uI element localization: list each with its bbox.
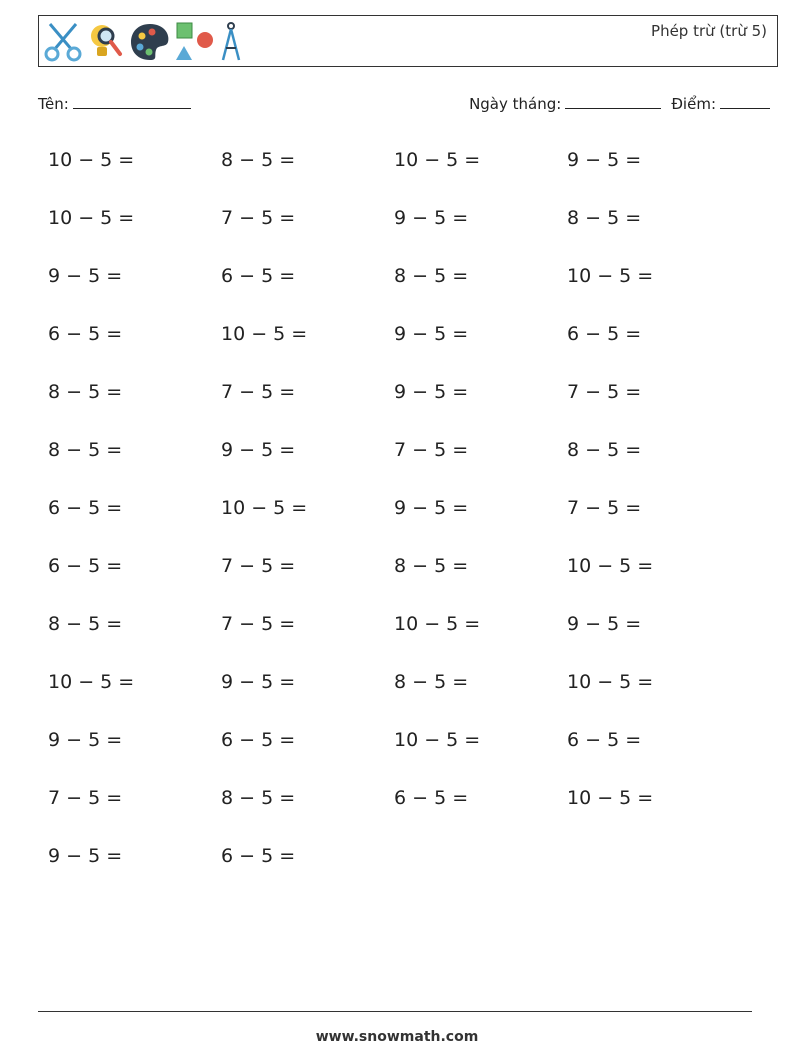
problem-item: 7 − 5 = (221, 207, 296, 229)
problem-item: 9 − 5 = (394, 207, 469, 229)
problem-row (48, 378, 748, 436)
problem-item: 10 − 5 = (48, 671, 135, 693)
problem-item: 10 − 5 = (394, 729, 481, 751)
problem-row (48, 610, 748, 668)
problem-item: 6 − 5 = (221, 845, 296, 867)
problem-row (48, 726, 748, 784)
problem-item: 10 − 5 = (567, 555, 654, 577)
magnifier-bulb-icon (86, 20, 126, 64)
problem-item: 10 − 5 = (221, 497, 308, 519)
problem-item: 7 − 5 = (221, 381, 296, 403)
problem-item: 10 − 5 = (48, 149, 135, 171)
problem-item: 8 − 5 = (567, 439, 642, 461)
problem-item: 6 − 5 = (48, 323, 123, 345)
problem-item: 9 − 5 = (394, 497, 469, 519)
problem-item: 10 − 5 = (48, 207, 135, 229)
problem-item: 10 − 5 = (221, 323, 308, 345)
problem-item: 9 − 5 = (567, 149, 642, 171)
problem-row (48, 146, 748, 204)
compass-icon (218, 20, 244, 64)
problem-item: 7 − 5 = (567, 497, 642, 519)
problem-item: 8 − 5 = (48, 439, 123, 461)
problem-item: 6 − 5 = (221, 729, 296, 751)
problem-item: 7 − 5 = (394, 439, 469, 461)
problem-row (48, 552, 748, 610)
name-label: Tên: (38, 95, 69, 113)
problem-item: 7 − 5 = (221, 613, 296, 635)
problem-row (48, 668, 748, 726)
shapes-icon (174, 20, 216, 64)
problem-row (48, 204, 748, 262)
problem-item: 8 − 5 = (567, 207, 642, 229)
footer-divider (38, 1011, 752, 1012)
problem-item: 8 − 5 = (394, 671, 469, 693)
problem-item: 9 − 5 = (48, 845, 123, 867)
problem-item: 6 − 5 = (221, 265, 296, 287)
score-line[interactable] (720, 94, 770, 109)
problem-item: 10 − 5 = (567, 787, 654, 809)
problem-item: 8 − 5 = (48, 381, 123, 403)
problem-row (48, 842, 748, 900)
problem-item: 6 − 5 = (567, 729, 642, 751)
problem-item: 9 − 5 = (221, 439, 296, 461)
header-box (38, 15, 778, 67)
problem-item: 9 − 5 = (567, 613, 642, 635)
problem-row (48, 784, 748, 842)
worksheet-title: Phép trừ (trừ 5) (651, 22, 767, 40)
problem-item: 9 − 5 = (48, 265, 123, 287)
problem-row (48, 436, 748, 494)
scissors-icon (42, 20, 84, 64)
date-score-field (469, 94, 770, 113)
problem-item: 9 − 5 = (221, 671, 296, 693)
problem-item: 6 − 5 = (48, 497, 123, 519)
problem-item: 8 − 5 = (221, 149, 296, 171)
problem-item: 10 − 5 = (394, 613, 481, 635)
problem-item: 8 − 5 = (221, 787, 296, 809)
problem-item: 10 − 5 = (394, 149, 481, 171)
problem-item: 7 − 5 = (48, 787, 123, 809)
problem-item: 7 − 5 = (221, 555, 296, 577)
date-line[interactable] (565, 94, 661, 109)
footer-site: www.snowmath.com (315, 1029, 479, 1045)
problem-item: 10 − 5 = (567, 265, 654, 287)
problem-item: 8 − 5 = (394, 265, 469, 287)
problem-item: 8 − 5 = (394, 555, 469, 577)
problem-item: 9 − 5 = (394, 323, 469, 345)
problem-item: 10 − 5 = (567, 671, 654, 693)
problem-grid (48, 146, 748, 900)
problem-item: 8 − 5 = (48, 613, 123, 635)
name-line[interactable] (73, 94, 191, 109)
name-field (38, 94, 191, 113)
problem-row (48, 494, 748, 552)
paint-palette-icon (128, 20, 172, 64)
problem-item: 7 − 5 = (567, 381, 642, 403)
problem-item: 9 − 5 = (394, 381, 469, 403)
score-label: Điểm: (671, 95, 716, 113)
date-label: Ngày tháng: (469, 95, 562, 113)
problem-item: 6 − 5 = (48, 555, 123, 577)
problem-item: 9 − 5 = (48, 729, 123, 751)
problem-item: 6 − 5 = (394, 787, 469, 809)
problem-row (48, 320, 748, 378)
header-icons (42, 20, 244, 64)
problem-item: 6 − 5 = (567, 323, 642, 345)
problem-row (48, 262, 748, 320)
